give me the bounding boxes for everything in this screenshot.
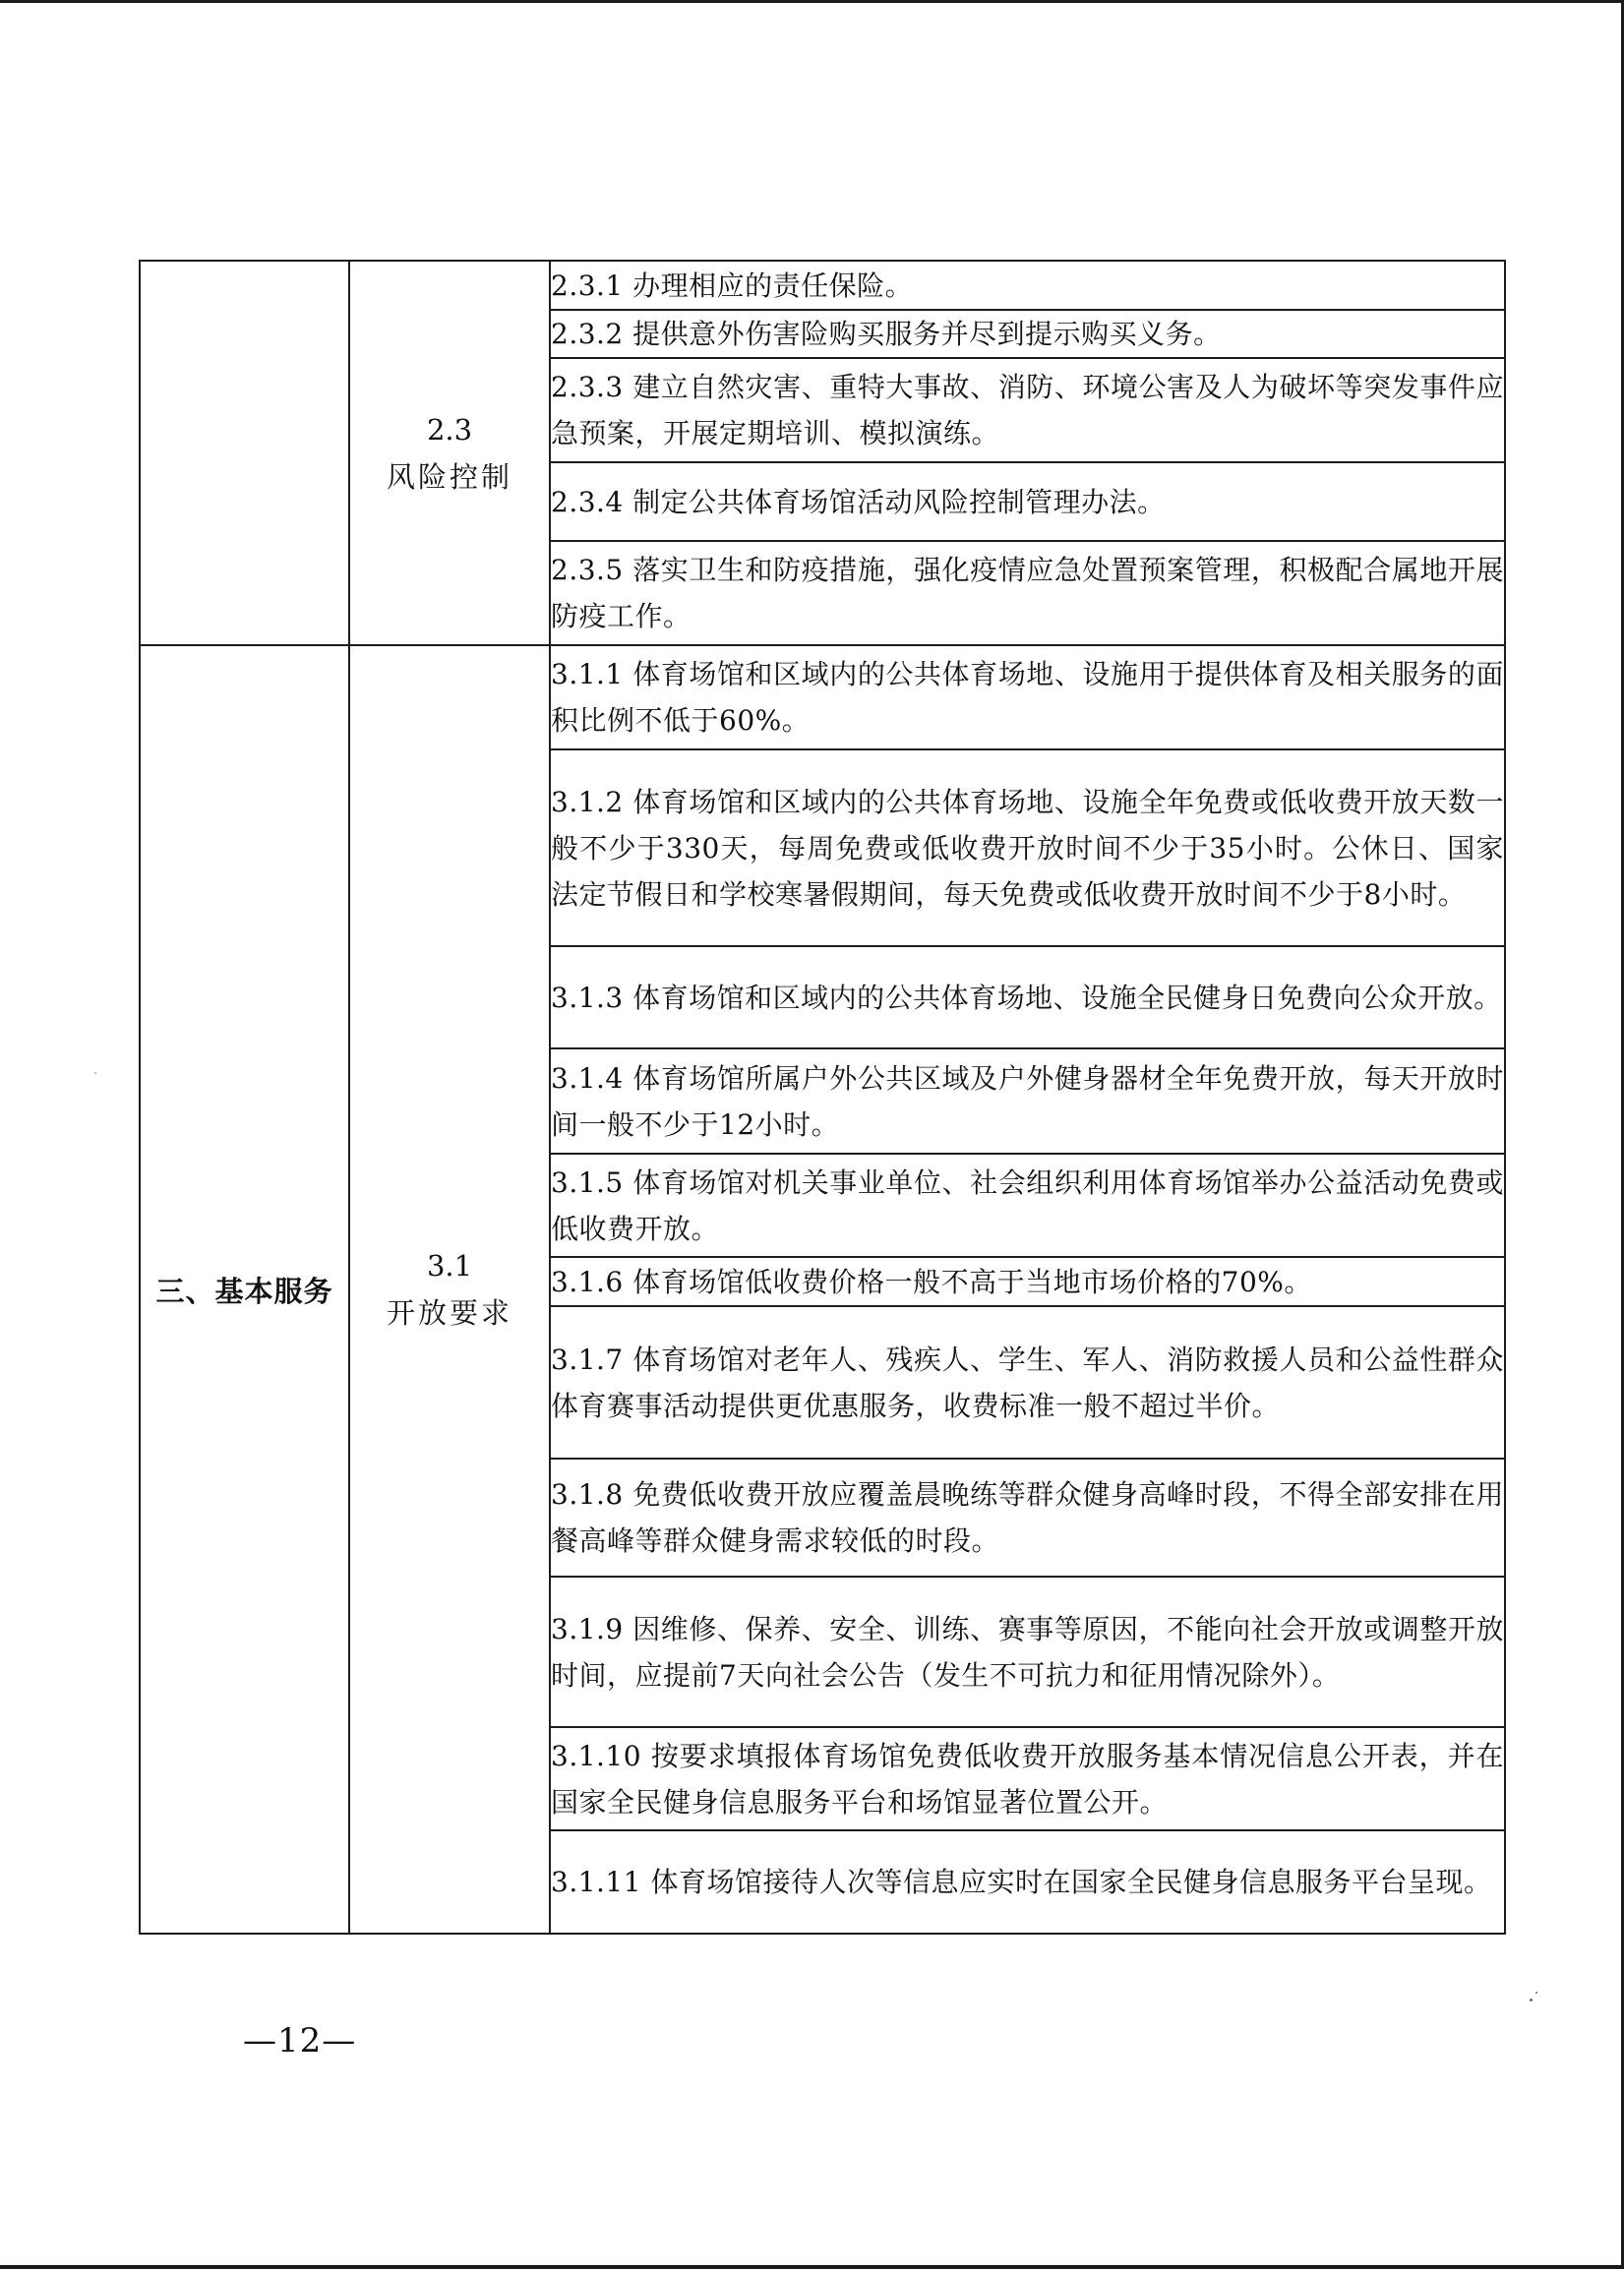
subsection-code: 3.1: [426, 1249, 473, 1283]
page-number: —12—: [243, 2021, 357, 2060]
table-cell-item: 3.1.8 免费低收费开放应覆盖晨晚练等群众健身高峰时段，不得全部安排在用餐高峰等群众健身需求较低的时段。: [550, 1459, 1505, 1577]
subsection-3-1-cell: [349, 645, 550, 1934]
table-cell-item: 2.3.4 制定公共体育场馆活动风险控制管理办法。: [550, 462, 1505, 541]
table-cell-item: 2.3.1 办理相应的责任保险。: [550, 261, 1505, 310]
table-cell-item: 3.1.6 体育场馆低收费价格一般不高于当地市场价格的70%。: [550, 1257, 1505, 1306]
table-cell-item: 3.1.10 按要求填报体育场馆免费低收费开放服务基本情况信息公开表，并在国家全民健身信息服务平台和场馆显著位置公开。: [550, 1727, 1505, 1830]
scan-border-top: [0, 0, 1624, 3]
scan-speck: [1535, 1992, 1537, 1994]
subsection-label: 开放要求: [386, 1296, 512, 1330]
table-cell-item: 3.1.5 体育场馆对机关事业单位、社会组织利用体育场馆举办公益活动免费或低收费开放。: [550, 1154, 1505, 1257]
scan-speck: [94, 1072, 96, 1074]
table-row: [140, 261, 1505, 310]
table-cell-item: 3.1.9 因维修、保养、安全、训练、赛事等原因，不能向社会开放或调整开放时间，应提前7天向社会公告（发生不可抗力和征用情况除外）。: [550, 1577, 1505, 1727]
section-two-category-cell: [140, 261, 349, 645]
table-cell-item: 2.3.3 建立自然灾害、重特大事故、消防、环境公害及人为破坏等突发事件应急预案，开展定期培训、模拟演练。: [550, 358, 1505, 462]
table-cell-item: 3.1.4 体育场馆所属户外公共区域及户外健身器材全年免费开放，每天开放时间一般不少于12小时。: [550, 1048, 1505, 1154]
table-cell-item: 3.1.3 体育场馆和区域内的公共体育场地、设施全民健身日免费向公众开放。: [550, 946, 1505, 1048]
table-cell-item: 3.1.1 体育场馆和区域内的公共体育场地、设施用于提供体育及相关服务的面积比例不低于60%。: [550, 645, 1505, 749]
service-standards-table: [139, 260, 1506, 1935]
scan-border-bottom: [0, 2265, 1624, 2269]
table-cell-item: 3.1.11 体育场馆接待人次等信息应实时在国家全民健身信息服务平台呈现。: [550, 1830, 1505, 1934]
section-three-category-cell: 三、基本服务: [140, 645, 349, 1934]
table-cell-item: 3.1.2 体育场馆和区域内的公共体育场地、设施全年免费或低收费开放天数一般不少于330天，每周免费或低收费开放时间不少于35小时。公休日、国家法定节假日和学校寒暑假期间，每天免费或低收费开放时间不少于8小时。: [550, 749, 1505, 946]
scan-speck: [1530, 1999, 1533, 2001]
subsection-label: 风险控制: [386, 459, 512, 494]
table-cell-item: 3.1.7 体育场馆对老年人、残疾人、学生、军人、消防救援人员和公益性群众体育赛事活动提供更优惠服务，收费标准一般不超过半价。: [550, 1306, 1505, 1459]
subsection-2-3-cell: [349, 261, 550, 645]
table-row: [140, 645, 1505, 749]
subsection-code: 2.3: [426, 412, 473, 447]
table-cell-item: 2.3.2 提供意外伤害险购买服务并尽到提示购买义务。: [550, 310, 1505, 358]
table-cell-item: 2.3.5 落实卫生和防疫措施，强化疫情应急处置预案管理，积极配合属地开展防疫工作。: [550, 541, 1505, 645]
